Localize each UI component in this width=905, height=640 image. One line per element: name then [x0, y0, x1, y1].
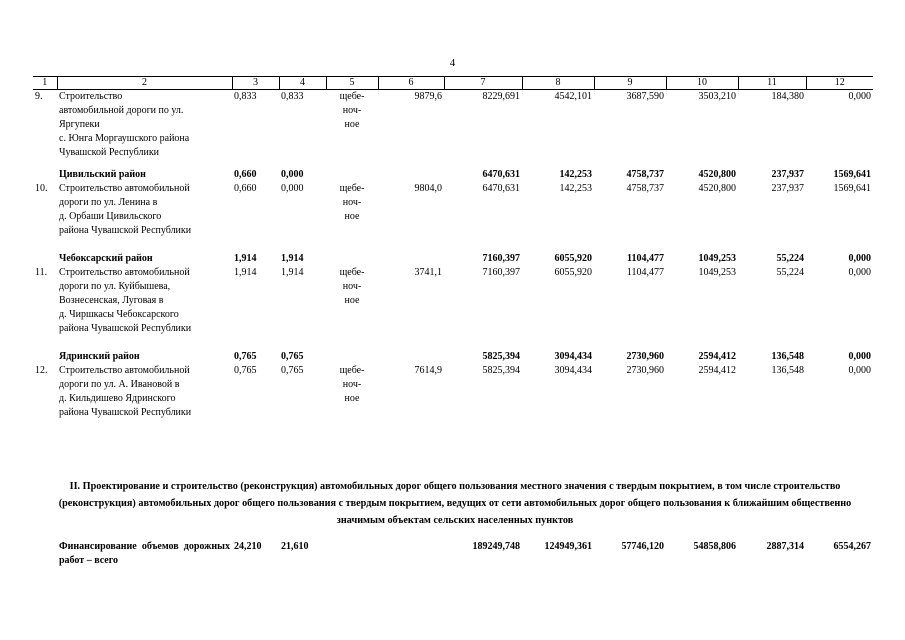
- cell-name: Ядринский район: [59, 351, 140, 362]
- cell-no: 12.: [35, 365, 48, 376]
- cell-name: Строительство автомобильной дороги по ул. Яргупеки с. Юнга Моргаушского района Чувашской Республики: [59, 91, 190, 158]
- cell-c5: щебе- ноч- ное: [339, 365, 365, 404]
- cell-c8: 142,253: [559, 169, 592, 180]
- cell-c6: [378, 240, 444, 266]
- cell-no: 10.: [35, 183, 48, 194]
- cell-c11: 136,548: [771, 351, 804, 362]
- cell-c6: [378, 338, 444, 364]
- cell-c4: 0,000: [281, 183, 304, 194]
- header-cell: 11: [738, 77, 806, 90]
- financing-c8: 124949,361: [544, 541, 592, 552]
- cell-c7: 6470,631: [482, 183, 520, 194]
- cell-no: 11.: [35, 267, 48, 278]
- header-cell: 2: [57, 77, 232, 90]
- cell-c3: 1,914: [234, 253, 257, 264]
- cell-c11: 184,380: [771, 91, 804, 102]
- cell-c3: 0,833: [234, 91, 257, 102]
- cell-c6: 9879,6: [414, 91, 442, 102]
- financing-c10: 54858,806: [693, 541, 736, 552]
- cell-c8: 6055,920: [554, 267, 592, 278]
- cell-c11: 136,548: [771, 365, 804, 376]
- cell-name: Чебоксарский район: [59, 253, 153, 264]
- cell-no: [33, 240, 57, 266]
- cell-c12: 0,000: [848, 267, 871, 278]
- cell-name: Строительство автомобильной дороги по ул. Ленина в д. Орбаши Цивильского района Чувашской Республики: [59, 183, 192, 236]
- cell-c8: 6055,920: [554, 253, 592, 264]
- cell-c8: 4542,101: [554, 91, 592, 102]
- cell-c11: 55,224: [776, 267, 804, 278]
- cell-c8: 142,253: [559, 183, 592, 194]
- cell-c12: 0,000: [848, 91, 871, 102]
- cell-c8: 3094,434: [554, 365, 592, 376]
- header-cell: 9: [594, 77, 666, 90]
- cell-c5: щебе- ноч- ное: [339, 267, 365, 306]
- cell-c10: 1049,253: [698, 267, 736, 278]
- cell-c3: 0,765: [234, 351, 257, 362]
- cell-no: 9.: [35, 91, 43, 102]
- cell-c9: 1104,477: [627, 253, 664, 264]
- cell-c7: 5825,394: [482, 351, 520, 362]
- header-row: [33, 77, 873, 90]
- cell-c6: [378, 162, 444, 182]
- financing-c12: 6554,267: [833, 541, 871, 552]
- header-cell: 5: [326, 77, 378, 90]
- item-row: [33, 90, 873, 161]
- cell-c10: 1049,253: [698, 253, 736, 264]
- district-row: [33, 240, 873, 266]
- cell-c6: 7614,9: [414, 365, 442, 376]
- cell-c12: 0,000: [848, 351, 871, 362]
- item-row: [33, 364, 873, 420]
- cell-c3: 0,765: [234, 365, 257, 376]
- cell-name: Строительство автомобильной дороги по ул. Куйбышева, Вознесенская, Луговая в д. Чиршкасы Чебоксарского района Чувашской Республики: [59, 267, 192, 334]
- cell-c10: 4520,800: [698, 169, 736, 180]
- cell-c10: 4520,800: [698, 183, 736, 194]
- cell-c9: 2730,960: [626, 351, 664, 362]
- cell-c12: 1569,641: [833, 169, 871, 180]
- cell-c6: 3741,1: [414, 267, 442, 278]
- cell-c4: 0,765: [281, 365, 304, 376]
- district-row: [33, 162, 873, 182]
- cell-c9: 4758,737: [626, 183, 664, 194]
- cell-c7: 8229,691: [482, 91, 520, 102]
- district-row: [33, 338, 873, 364]
- cell-c10: 2594,412: [698, 351, 736, 362]
- financing-c9: 57746,120: [621, 541, 664, 552]
- cell-c4: 1,914: [281, 253, 304, 264]
- cell-c3: 0,660: [234, 183, 257, 194]
- page-number: 4: [449, 57, 456, 69]
- cell-c7: 7160,397: [482, 267, 520, 278]
- cell-c12: 1569,641: [833, 183, 871, 194]
- cell-c7: 7160,397: [482, 253, 520, 264]
- cell-c9: 1104,477: [626, 267, 664, 278]
- cell-c5: [326, 162, 378, 182]
- cell-c12: 0,000: [848, 365, 871, 376]
- cell-c9: 4758,737: [626, 169, 664, 180]
- financing-table: [33, 540, 873, 568]
- cell-c7: 5825,394: [482, 365, 520, 376]
- cell-c10: 3503,210: [698, 91, 736, 102]
- cell-no: [33, 338, 57, 364]
- header-cell: 4: [279, 77, 326, 90]
- section-title: II. Проектирование и строительство (реконструкция) автомобильных дорог общего пользования местного значения с твердым покрытием, в том числе строительство (реконструкция) автомобильных дорог общего пользования с твердым покрытием, ведущих от сети автомобильных дорог общего пользования к ближайшим общественно значимым объектам сельских населенных пунктов: [58, 481, 852, 526]
- cell-c10: 2594,412: [698, 365, 736, 376]
- financing-c11: 2887,314: [766, 541, 804, 552]
- cell-c3: 1,914: [234, 267, 257, 278]
- cell-c5: щебе- ноч- ное: [339, 91, 365, 130]
- header-cell: 8: [522, 77, 594, 90]
- cell-c4: 1,914: [281, 267, 304, 278]
- financing-label: Финансирование объемов дорожных работ – всего: [59, 541, 230, 566]
- cell-no: [33, 162, 57, 182]
- works-table: [33, 76, 873, 420]
- cell-name: Строительство автомобильной дороги по ул. А. Ивановой в д. Кильдишево Ядринского района Чувашской Республики: [59, 365, 192, 418]
- cell-c5: [326, 240, 378, 266]
- header-cell: 3: [232, 77, 279, 90]
- cell-c11: 55,224: [776, 253, 804, 264]
- item-row: [33, 182, 873, 238]
- cell-c9: 3687,590: [626, 91, 664, 102]
- financing-row: [33, 540, 873, 568]
- cell-c12: 0,000: [848, 253, 871, 264]
- cell-c6: 9804,0: [414, 183, 442, 194]
- cell-c11: 237,937: [771, 169, 804, 180]
- header-cell: 12: [806, 77, 873, 90]
- cell-c4: 0,765: [281, 351, 304, 362]
- cell-c4: 0,833: [281, 91, 304, 102]
- header-cell: 1: [33, 77, 57, 90]
- cell-c4: 0,000: [281, 169, 304, 180]
- cell-c7: 6470,631: [482, 169, 520, 180]
- header-cell: 7: [444, 77, 522, 90]
- cell-c9: 2730,960: [626, 365, 664, 376]
- header-cell: 6: [378, 77, 444, 90]
- cell-c3: 0,660: [234, 169, 257, 180]
- cell-c5: [326, 338, 378, 364]
- item-row: [33, 266, 873, 336]
- financing-c4: 21,610: [281, 541, 309, 552]
- header-cell: 10: [666, 77, 738, 90]
- cell-c8: 3094,434: [554, 351, 592, 362]
- financing-c7: 189249,748: [472, 541, 520, 552]
- cell-name: Цивильский район: [59, 169, 146, 180]
- financing-c3: 24,210: [234, 541, 262, 552]
- cell-c5: щебе- ноч- ное: [339, 183, 365, 222]
- cell-c11: 237,937: [771, 183, 804, 194]
